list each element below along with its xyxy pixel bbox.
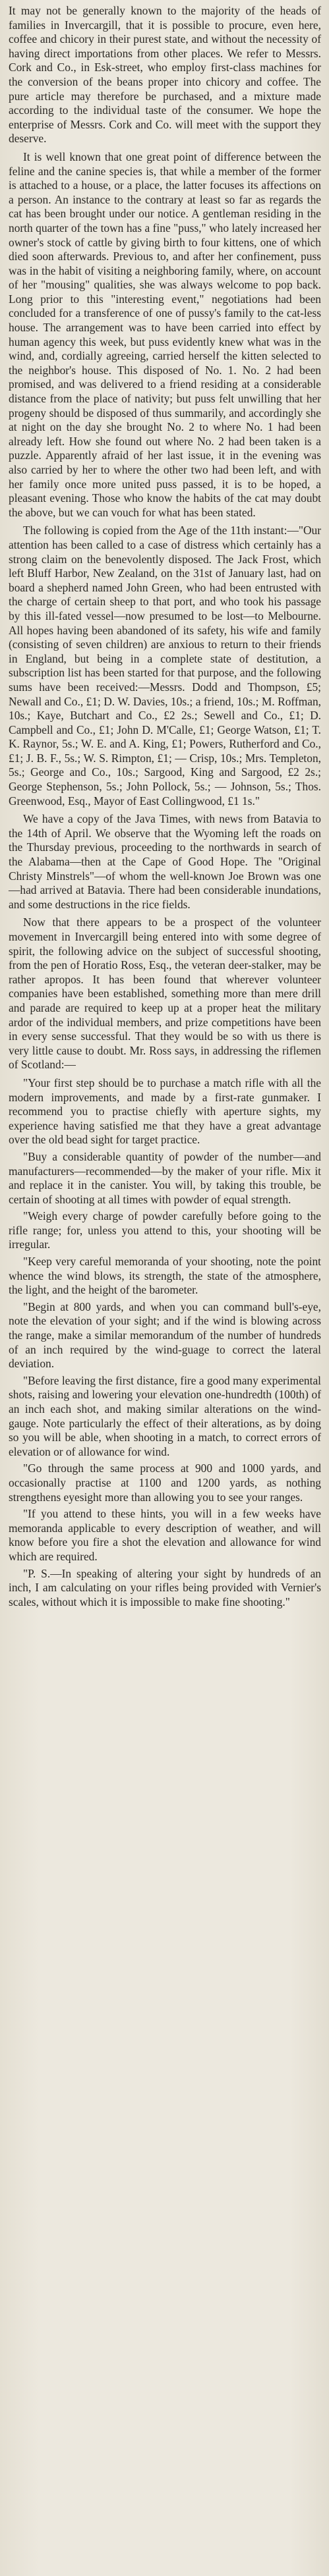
quote-postscript: "P. S.—In speaking of altering your sight by hundreds of an inch, I am calculating on your rifles being provided with Vernier's scales, without which it is impossible to make fine shooting." (9, 1566, 321, 1608)
paragraph-cat-kittens: It is well known that one great point of difference between the feline and the canine species is, that while a member of the former is attached to a house, or a place, the latter focuses its affections on a person. An instance to the contrary at least so far as regards the cat has been brought under our notice. A gentleman residing in the north quarter of the town has a fine "puss," who lately increased her owner's stock of cattle by giving birth to four kittens, one of which died soon afterwards. Previous to, and after her confinement, puss was in the habit of visiting a neighboring family, where, on account of her "mousing" qualities, she was always welcome to pop back. Long prior to this "interesting event," negotiations had been concluded for a transference of one of pussy's family to the cat-less house. The arrangement was to have been carried into effect by human agency this week, but puss evidently knew what was in the wind, and, cordially agreeing, carried herself the kitten selected to the neighbor's house. This disposed of No. 1. No. 2 had been promised, and was delivered to a friend residing at a considerable distance from the place of nativity; but puss felt unwilling that her progeny should be disposed of thus summarily, and accordingly she at night on the day she brought No. 2 to where No. 1 had been already left. How she found out where No. 2 had been taken is a puzzle. Apparently afraid of her last issue, it in the evening was also carried by her to where the other two had been left, and with her family once more united puss passed, it is to be hoped, a pleasant evening. Those who know the habits of the cat may doubt the above, but we can vouch for what has been stated. (9, 150, 321, 519)
quote-memoranda: "Keep very careful memoranda of your shooting, note the point whence the wind blows, its strength, the state of the atmosphere, the light, and the height of the barometer. (9, 1255, 321, 1297)
quote-800-yards: "Begin at 800 yards, and when you can command bull's-eye, note the elevation of your sight; and if the wind is blowing across the range, make a similar memorandum of the number of hundreds of an inch required by the wind-guage to correct the lateral deviation. (9, 1300, 321, 1371)
quote-match-rifle: "Your first step should be to purchase a match rifle with all the modern improvements, and made by a first-rate gunmaker. I recommend you to practise chiefly with aperture sights, my experience having satisfied me that they have a great advantage over the old bead sight for target practice. (9, 1076, 321, 1147)
quote-weigh-charge: "Weigh every charge of powder carefully before going to the rifle range; for, unless you attend to this, your shooting will be irregular. (9, 1209, 321, 1251)
quote-powder: "Buy a considerable quantity of powder of the number—and manufacturers—recommended—by the maker of your rifle. Mix it and replace it in the canister. You will, by taking this trouble, be certain of shooting at all times with powder of equal strength. (9, 1149, 321, 1206)
paragraph-volunteer-shooting: Now that there appears to be a prospect of the volunteer movement in Invercargill being entered into with some degree of spirit, the following advice on the subject of successful shooting, from the pen of Horatio Ross, Esq., the veteran deer-stalker, may be rather apropos. It has been found that wherever volunteer companies have been established, something more than mere drill and parade are required to keep up at a proper heat the military ardor of the individual members, and prize competitions have been in every sense successful. That they would be so with us there is very little cause to doubt. Mr. Ross says, in addressing the riflemen of Scotland:— (9, 916, 321, 1072)
quote-hints: "If you attend to these hints, you will in a few weeks have memoranda applicable to every description of weather, and will know before you fire a shot the elevation and allowance for wind which are required. (9, 1507, 321, 1563)
paragraph-java-times-news: We have a copy of the Java Times, with news from Batavia to the 14th of April. We observe that the Wyoming left the roads on the Thursday previous, proceeding to the northwards in search of the Alabama—then at the Cape of Good Hope. The "Original Christy Minstrels"—of whom the well-known Joe Brown was one—had arrived at Batavia. There had been considerable inundations, and some destructions in the rice fields. (9, 812, 321, 911)
quote-longer-ranges: "Go through the same process at 900 and 1000 yards, and occasionally practise at 1100 and 1200 yards, as nothing strengthens eyesight more than allowing you to see your ranges. (9, 1462, 321, 1504)
paragraph-jack-frost-subscription: The following is copied from the Age of the 11th instant:—"Our attention has been called to a case of distress which certainly has a strong claim on the benevolently disposed. The Jack Frost, which left Bluff Harbor, New Zealand, on the 31st of January last, had on board a shepherd named John Green, who had been entrusted with the charge of certain sheep to that port, and who took his passage by this ill-fated vessel—now presumed to be lost—to Melbourne. All hopes having been abandoned of its safety, his wife and family (consisting of seven children) are anxious to return to their friends in England, but being in a complete state of destitution, a subscription list has been started for that purpose, and the following sums have been received:—Messrs. Dodd and Thompson, £5; Newall and Co., £1; D. W. Davies, 10s.; a friend, 10s.; M. Roffman, 10s.; Kaye, Butchart and Co., £2 2s.; Sewell and Co., £1; D. Campbell and Co., £1; John D. M'Calle, £1; George Watson, £1; T. K. Raynor, 5s.; W. E. and A. King, £1; Powers, Rutherford and Co., £1; J. B. F., 5s.; W. S. Rimpton, £1; — Crisp, 10s.; Mrs. Templeton, 5s.; George and Co., 10s.; Sargood, King and Sargood, £2 2s.; George Stephenson, 5s.; John Pollock, 5s.; — Johnson, 5s.; Thos. Greenwood, Esq., Mayor of East Collingwood, £1 1s." (9, 524, 321, 808)
quote-experimental-shots: "Before leaving the first distance, fire a good many experimental shots, raising and lowering your elevation one-hundredth (100th) of an inch each shot, and making similar alterations on the wind-gauge. Note particularly the effect of their alterations, as by doing so you will be able, when shooting in a match, to correct errors of elevation or of allowance for wind. (9, 1373, 321, 1458)
paragraph-coffee-chicory: It may not be generally known to the majority of the heads of families in Invercargill, that it is possible to procure, even here, coffee and chicory in their purest state, and without the necessity of having direct importations from other places. We refer to Messrs. Cork and Co., in Esk-street, who employ first-class machines for the conversion of the beans proper into chicory and coffee. The pure article may therefore be purchased, and a mixture made according to the individual taste of the consumer. We hope the enterprise of Messrs. Cork and Co. will meet with the support they deserve. (9, 4, 321, 146)
